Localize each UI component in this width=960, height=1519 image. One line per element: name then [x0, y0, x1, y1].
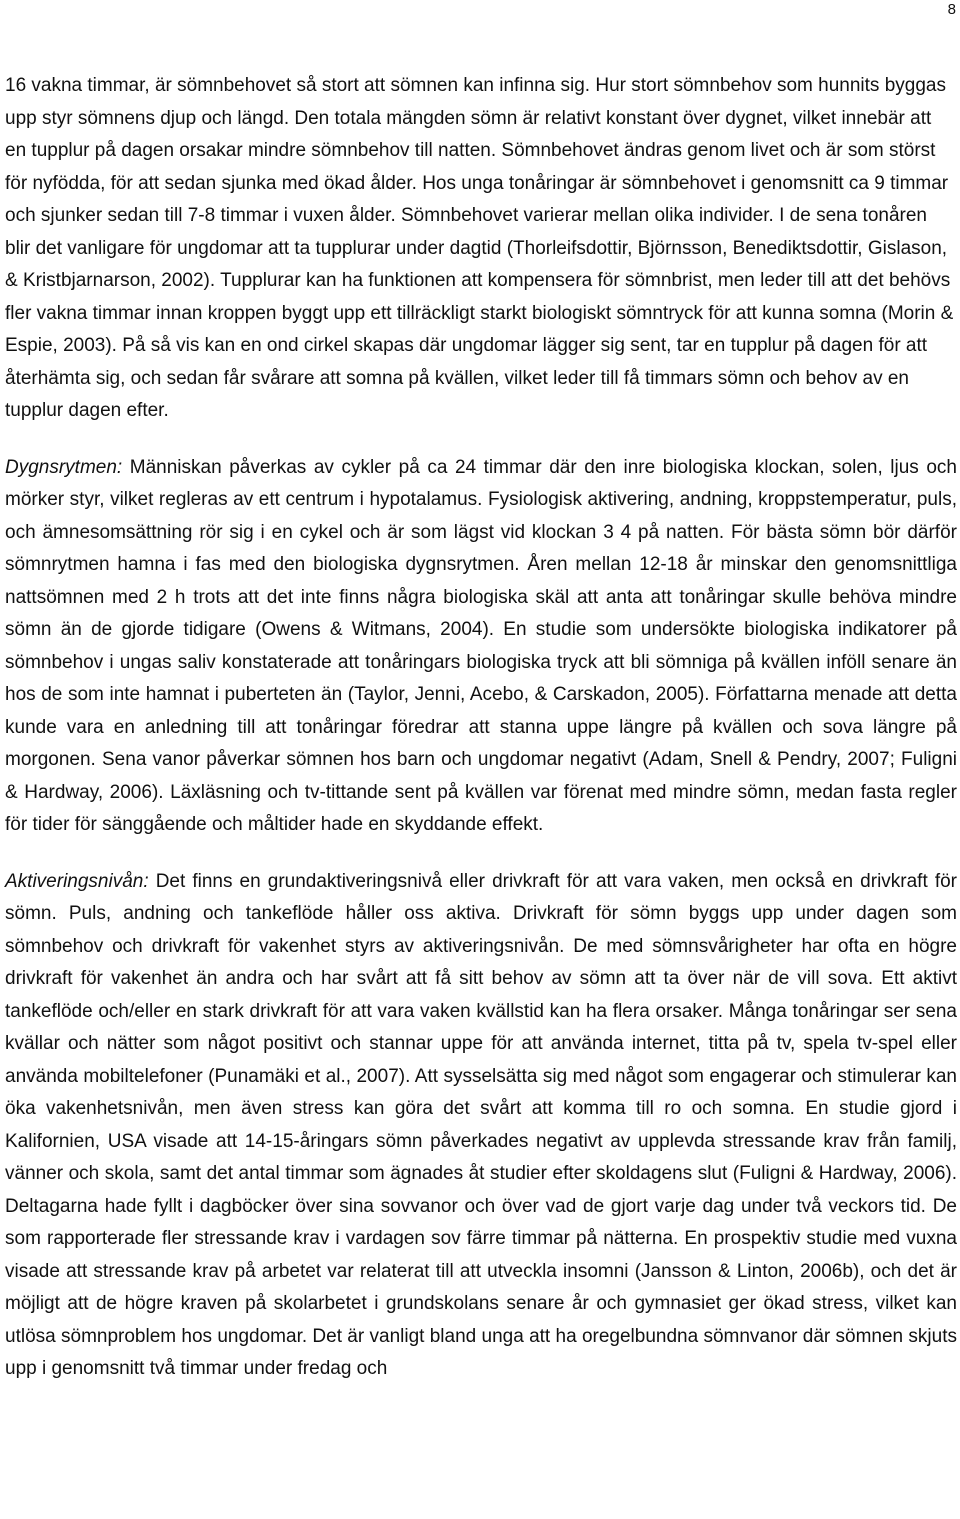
document-body	[5, 70, 957, 1386]
paragraph-sleep-need	[5, 70, 957, 428]
page-number: 8	[947, 1, 956, 18]
paragraph-text: Människan påverkas av cykler på ca 24 timmar där den inre biologiska klockan, solen, ljus och mörker styr, vilket regleras av ett centrum i hypotalamus. Fysiologisk aktivering, andning, kroppstemperatur, puls, och ämnesomsättning rör sig i en cykel och är som lägst vid klockan 3 4 på natten. För bästa sömn bör därför sömnrytmen hamna i fas med den biologiska dygnsrytmen. Åren mellan 12-18 år minskar den genomsnittliga nattsömnen med 2 h trots att det inte finns några biologiska skäl att anta att tonåringar skulle behöva mindre sömn än de gjorde tidigare (Owens & Witmans, 2004). En studie som undersökte biologiska indikatorer på sömnbehov i ungas saliv konstaterade att tonåringars biologiska tryck att bli sömniga på kvällen inföll senare än hos de som inte hamnat i puberteten än (Taylor, Jenni, Acebo, & Carskadon, 2005). Författarna menade att detta kunde vara en anledning till att tonåringar föredrar att stanna uppe längre på kvällen och sova längre på morgonen. Sena vanor påverkar sömnen hos barn och ungdomar negativt (Adam, Snell & Pendry, 2007; Fuligni & Hardway, 2006). Läxläsning och tv-tittande sent på kvällen var förenat med mindre sömn, medan fasta regler för tider för sänggående och måltider hade en skyddande effekt.	[5, 456, 957, 835]
paragraph-text: Det finns en grundaktiveringsnivå eller drivkraft för att vara vaken, men också en drivkraft för sömn. Puls, andning och tankeflöde håller oss aktiva. Drivkraft för sömn byggs upp under dagen som sömnbehov och drivkraft för vakenhet styrs av aktiveringsnivån. De med sömnsvårigheter har ofta en högre drivkraft för vakenhet än andra och har svårt att få sitt behov av sömn att ta över när de vill sova. Ett aktivt tankeflöde och/eller en stark drivkraft för att vara vaken kvällstid kan ha flera orsaker. Många tonåringar ser sena kvällar och nätter som något positivt och stannar uppe för att använda internet, titta på tv, spela tv-spel eller använda mobiltelefoner (Punamäki et al., 2007). Att sysselsätta sig med något som engagerar och stimulerar kan öka vakenhetsnivån, men även stress kan göra det svårt att komma till ro och somna. En studie gjord i Kalifornien, USA visade att 14-15-åringars sömn påverkades negativt av upplevda stressande krav från familj, vänner och skola, samt det antal timmar som ägnades åt studier efter skoldagens slut (Fuligni & Hardway, 2006). Deltagarna hade fyllt i dagböcker över sina sovvanor och över vad de gjort varje dag under två veckors tid. De som rapporterade fler stressande krav i vardagen sov färre timmar på nätterna. En prospektiv studie med vuxna visade att stressande krav på arbetet var relaterat till att utveckla insomni (Jansson & Linton, 2006b), och det är möjligt att de högre kraven på skolarbetet i grundskolans senare år och gymnasiet ger ökad stress, vilket kan utlösa sömnproblem hos ungdomar. Det är vanligt bland unga att ha oregelbundna sömnvanor där sömnen skjuts upp i genomsnitt två timmar under fredag och	[5, 870, 957, 1379]
paragraph-activation-level	[5, 866, 957, 1386]
paragraph-term: Aktiveringsnivån:	[5, 870, 149, 892]
paragraph-term: Dygnsrytmen:	[5, 456, 123, 478]
paragraph-text: 16 vakna timmar, är sömnbehovet så stort att sömnen kan infinna sig. Hur stort sömnbehov som hunnits byggas upp styr sömnens djup och längd. Den totala mängden sömn är relativt konstant över dygnet, vilket innebär att en tupplur på dagen orsakar mindre sömnbehov till natten. Sömnbehovet ändras genom livet och är som störst för nyfödda, för att sedan sjunka med ökad ålder. Hos unga tonåringar är sömnbehovet i genomsnitt ca 9 timmar och sjunker sedan till 7-8 timmar i vuxen ålder. Sömnbehovet varierar mellan olika individer. I de sena tonåren blir det vanligare för ungdomar att ta tupplurar under dagtid (Thorleifsdottir, Björnsson, Benediktsdottir, Gislason, & Kristbjarnarson, 2002). Tupplurar kan ha funktionen att kompensera för sömnbrist, men leder till att det behövs fler vakna timmar innan kroppen byggt upp ett tillräckligt starkt biologiskt sömntryck för att kunna somna (Morin & Espie, 2003). På så vis kan en ond cirkel skapas där ungdomar lägger sig sent, tar en tupplur på dagen för att återhämta sig, och sedan får svårare att somna på kvällen, vilket leder till få timmars sömn och behov av en tupplur dagen efter.	[5, 75, 954, 421]
paragraph-circadian-rhythm	[5, 452, 957, 842]
